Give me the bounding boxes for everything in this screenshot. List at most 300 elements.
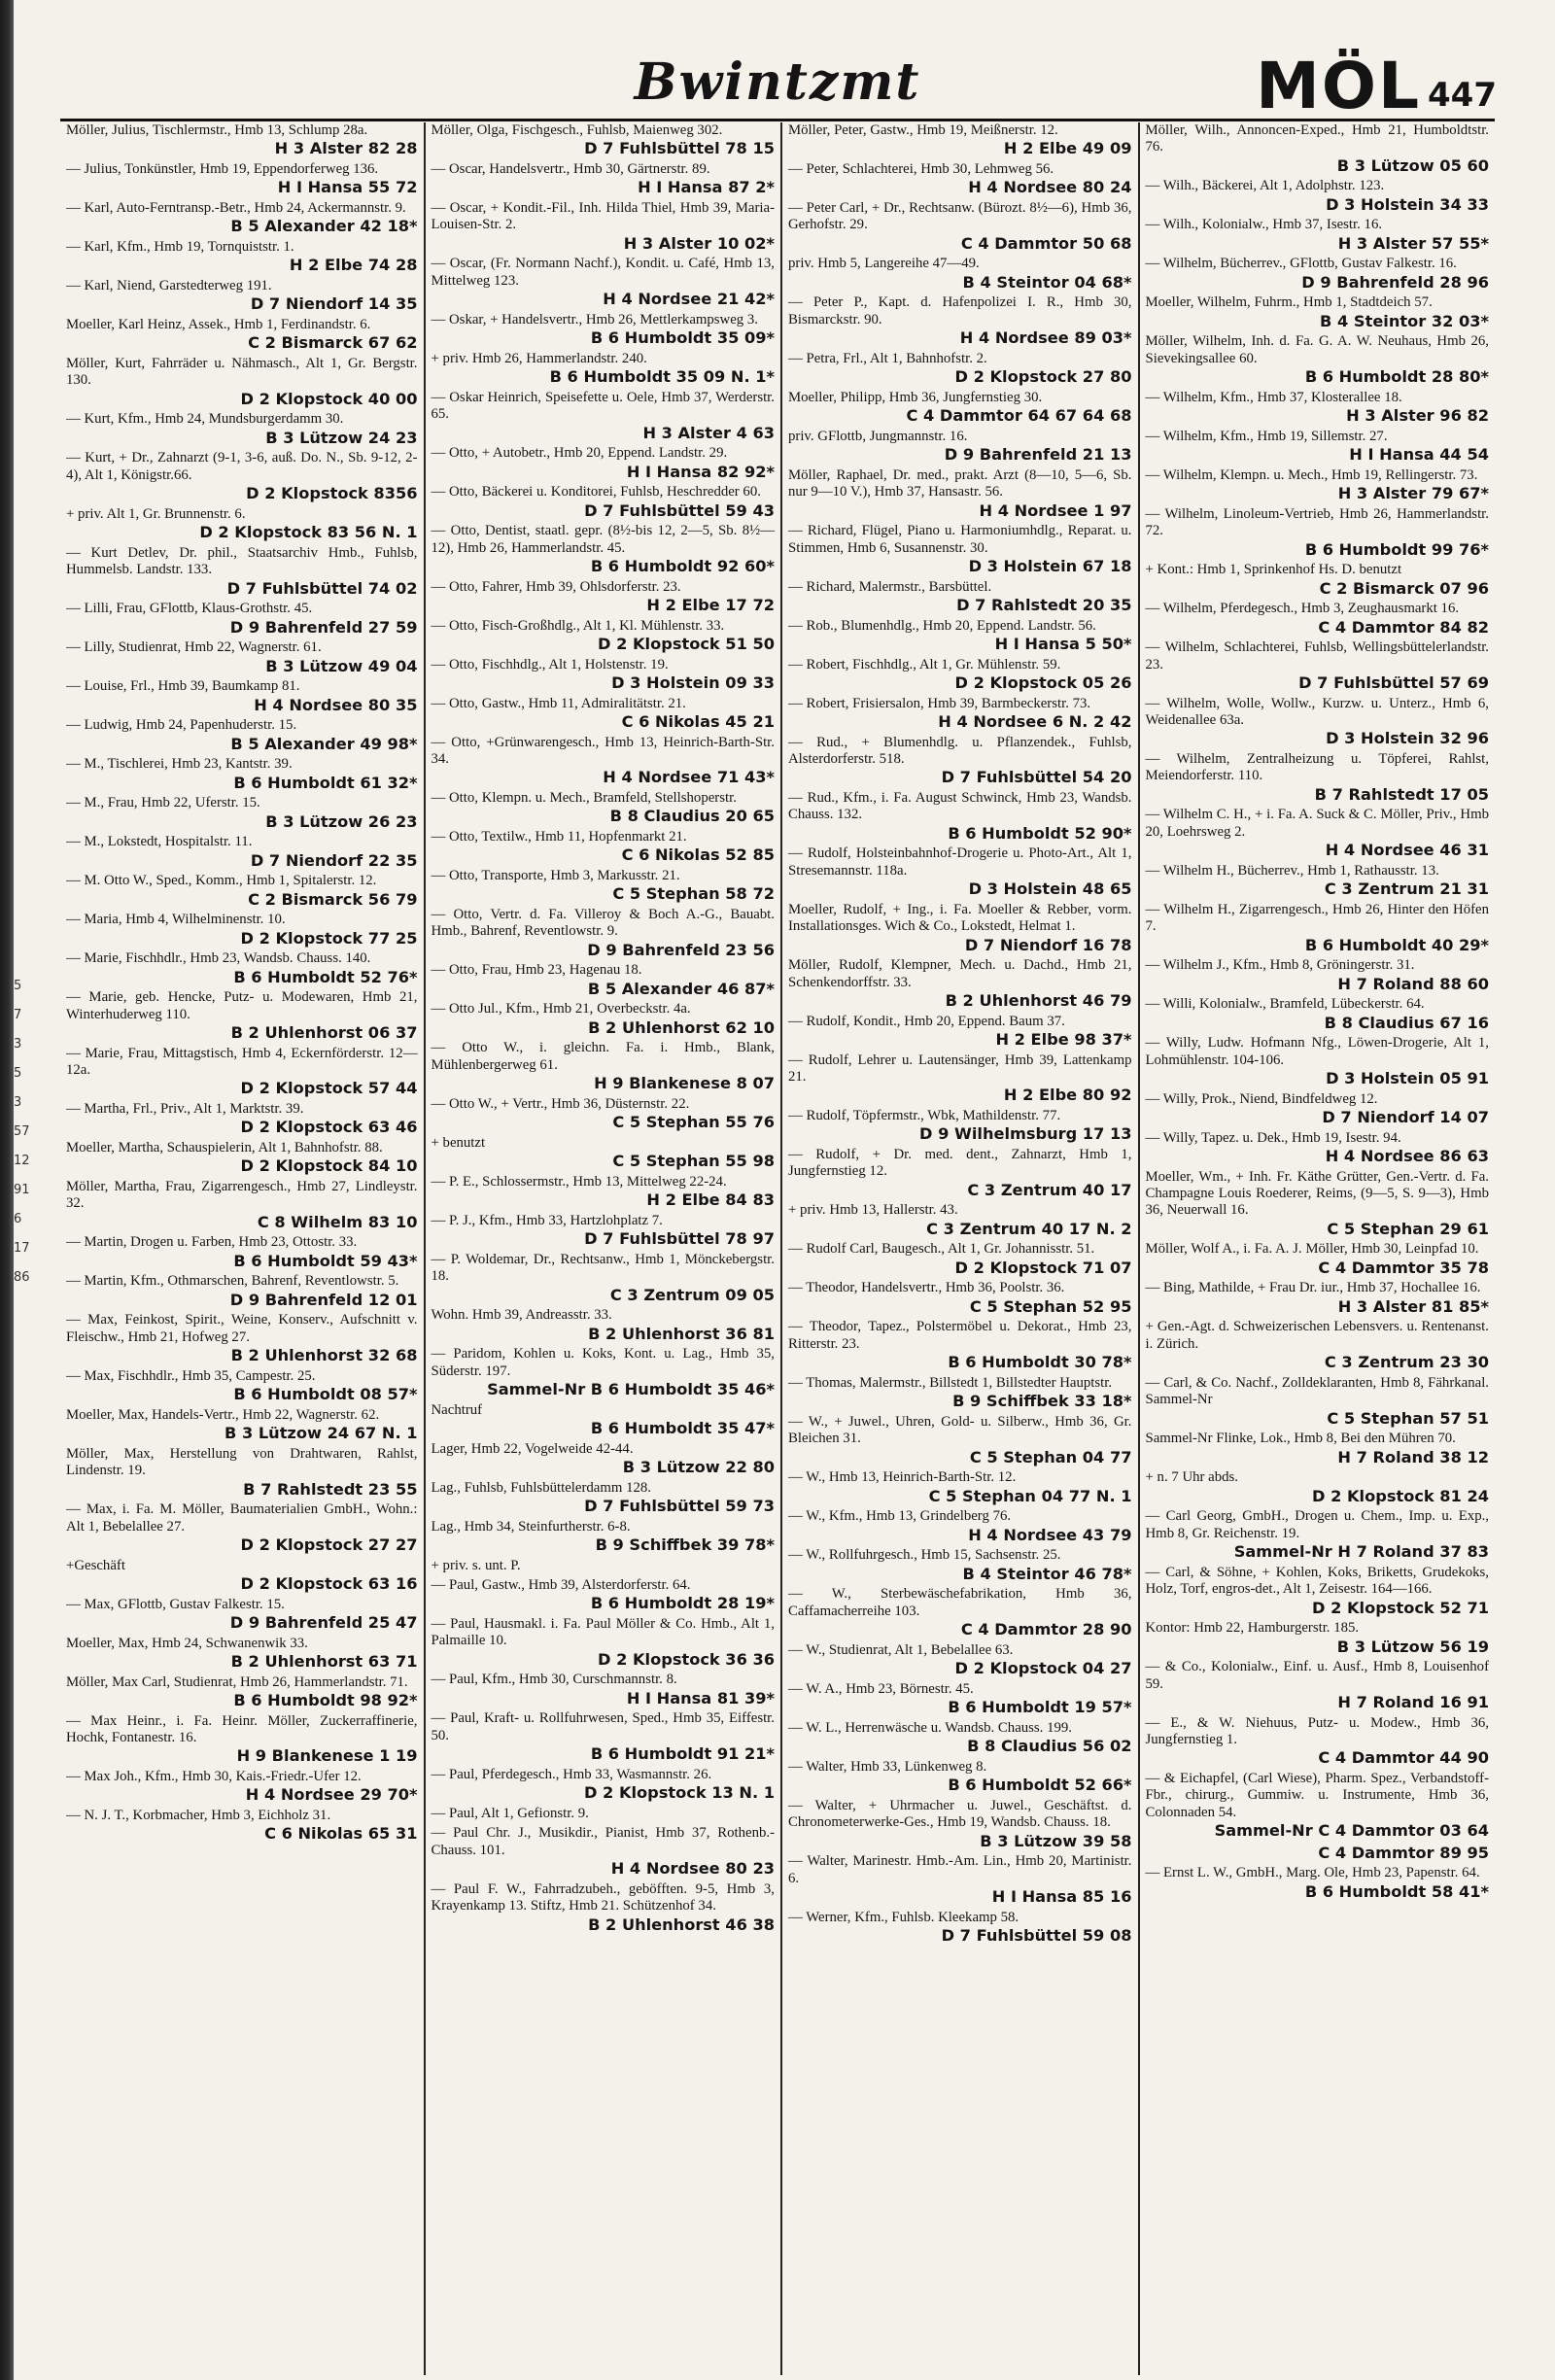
entry-text: — & Eichapfel, (Carl Wiese), Pharm. Spez., Verbandstoff-Fbr., chirurg., Gummiw. u. Instrumente, Hmb 36, Colonnaden 54. [1145, 1770, 1489, 1820]
entry-text: Möller, Max, Herstellung von Drahtwaren, Rahlst, Lindenstr. 19. [66, 1445, 418, 1479]
entry-text: Lag., Hmb 34, Steinfurtherstr. 6-8. [431, 1518, 631, 1535]
directory-entry [66, 1407, 418, 1443]
entry-text: Kontor: Hmb 22, Hamburgerstr. 185. [1145, 1620, 1360, 1637]
directory-entry [432, 1252, 776, 1304]
directory-entry [1146, 1865, 1490, 1901]
entry-text: + Kont.: Hmb 1, Sprinkenhof Hs. D. benutzt [1145, 562, 1402, 578]
entry-text: — Wilhelm, Zentralheizung u. Töpferei, Rahlst, Meiendorferstr. 110. [1145, 751, 1489, 784]
entry-text: — Rudolf, Lehrer u. Lautensänger, Hmb 39, Lattenkamp 21. [788, 1052, 1132, 1086]
directory-entry [1146, 1620, 1490, 1656]
entry-phone-number: B 6 Humboldt 52 66* [948, 1776, 1132, 1795]
entry-text: — Martha, Frl., Priv., Alt 1, Marktstr. 39. [66, 1101, 304, 1118]
entry-text: + benutzt [431, 1134, 486, 1151]
entry-text: — Lilly, Studienrat, Hmb 22, Wagnerstr. 61. [66, 639, 322, 656]
directory-entry [432, 1825, 776, 1878]
entry-text: — W., Rollfuhrgesch., Hmb 15, Sachsenstr. 25. [788, 1547, 1061, 1564]
entry-phone-number: D 2 Klopstock 40 00 [240, 389, 418, 408]
page-number: 447 [1428, 76, 1497, 115]
entry-phone-number: B 2 Uhlenhorst 32 68 [230, 1346, 418, 1365]
entry-text: — Rob., Blumenhdlg., Hmb 20, Eppend. Landstr. 56. [788, 617, 1096, 634]
entry-phone-number: D 7 Niendorf 16 78 [964, 935, 1132, 954]
directory-entry [1146, 1771, 1490, 1841]
entry-text: Möller, Rudolf, Klempner, Mech. u. Dachd., Hmb 21, Schenkendorffstr. 33. [788, 957, 1132, 990]
directory-entry [432, 1710, 776, 1763]
entry-text: — Otto, Klempn. u. Mech., Bramfeld, Stellshoperstr. [431, 790, 737, 807]
directory-entry [788, 351, 1132, 387]
entry-phone-number: D 2 Klopstock 77 25 [240, 928, 418, 948]
directory-entry [66, 1179, 418, 1231]
entry-phone-number: D 9 Bahrenfeld 27 59 [229, 617, 418, 637]
entry-phone-number: D 2 Klopstock 57 44 [240, 1079, 418, 1098]
entry-phone-number: C 4 Dammtor 84 82 [1318, 617, 1489, 637]
entry-text: — Walter, Marinestr. Hmb.-Am. Lin., Hmb 20, Martinistr. 6. [788, 1853, 1132, 1886]
entry-text: Nachtruf [431, 1401, 483, 1418]
entry-text: — Karl, Niend, Garstedterweg 191. [66, 278, 272, 293]
entry-phone-number: H 4 Nordsee 80 23 [610, 1859, 775, 1879]
directory-entry [432, 1135, 776, 1171]
directory-entry [1146, 863, 1490, 899]
entry-phone-number: B 5 Alexander 42 18* [230, 217, 418, 236]
entry-text: — Wilh., Kolonialw., Hmb 37, Isestr. 16. [1145, 217, 1383, 233]
entry-text: — M., Lokstedt, Hospitalstr. 11. [66, 834, 253, 850]
entry-text: — M. Otto W., Sped., Komm., Hmb 1, Spitalerstr. 12. [66, 873, 377, 889]
entry-text: — Bing, Mathilde, + Frau Dr. iur., Hmb 37, Hochallee 16. [1145, 1280, 1481, 1296]
directory-entry [66, 506, 418, 542]
entry-text: — Otto, Fischhdlg., Alt 1, Holstenstr. 19. [431, 656, 669, 673]
directory-entry [788, 1547, 1132, 1583]
directory-entry [1146, 1565, 1490, 1617]
entry-text: Moeller, Max, Hmb 24, Schwanenwik 33. [66, 1635, 308, 1651]
directory-entry [788, 579, 1132, 615]
directory-entry [788, 1241, 1132, 1277]
entry-phone-number: H 7 Roland 38 12 [1337, 1447, 1489, 1466]
directory-column-3 [780, 122, 1138, 2375]
directory-entry [432, 1441, 776, 1477]
directory-entry [432, 1806, 776, 1822]
directory-entry [432, 1213, 776, 1249]
directory-entry [1146, 122, 1490, 175]
entry-text: priv. GFlottb, Jungmannstr. 16. [788, 428, 968, 444]
entry-text: — M., Frau, Hmb 22, Uferstr. 15. [66, 795, 260, 811]
entry-text: — Wilh., Bäckerei, Alt 1, Adolphstr. 123. [1145, 178, 1385, 194]
entry-phone-number: B 2 Uhlenhorst 63 71 [230, 1652, 418, 1672]
header-running-title: Bwintzmt [634, 52, 921, 112]
entry-phone-number: H 2 Elbe 98 37* [995, 1030, 1132, 1050]
entry-phone-number: H 4 Nordsee 46 31 [1325, 841, 1489, 860]
entry-text: — Oscar, (Fr. Normann Nachf.), Kondit. u. Café, Hmb 13, Mittelweg 123. [431, 256, 775, 289]
directory-entry [432, 735, 776, 787]
entry-phone-number: H I Hansa 82 92* [626, 462, 775, 481]
entry-text: Möller, Raphael, Dr. med., prakt. Arzt (8—10, 5—6, Sb. nur 9—10 V.), Hmb 37, Hansastr. 56. [788, 466, 1132, 500]
directory-entry [1146, 807, 1490, 859]
entry-text: — Paul, Alt 1, Gefionstr. 9. [431, 1805, 589, 1821]
entry-text: + priv. Alt 1, Gr. Brunnenstr. 6. [66, 505, 246, 522]
entry-phone-number: H 9 Blankenese 1 19 [236, 1746, 418, 1766]
directory-entry [788, 657, 1132, 693]
entry-phone-number: H I Hansa 55 72 [277, 178, 418, 197]
directory-entry [66, 1312, 418, 1364]
entry-phone-number: B 2 Uhlenhorst 46 38 [588, 1914, 775, 1934]
directory-entry [66, 1501, 418, 1554]
entry-phone-number: D 7 Fuhlsbüttel 78 97 [584, 1229, 775, 1249]
entry-text: — Wilhelm, Kfm., Hmb 37, Klosterallee 18. [1145, 389, 1402, 405]
entry-phone-number: B 6 Humboldt 40 29* [1304, 935, 1489, 954]
directory-entry [788, 1147, 1132, 1199]
entry-text: Möller, Olga, Fischgesch., Fuhlsb, Maienweg 302. [431, 122, 723, 138]
entry-phone-number: D 2 Klopstock 13 N. 1 [583, 1783, 775, 1803]
entry-text: Möller, Max Carl, Studienrat, Hmb 26, Hammerlandstr. 71. [66, 1673, 408, 1690]
directory-entry [432, 1881, 776, 1934]
directory-entry [788, 1586, 1132, 1638]
directory-entry [788, 735, 1132, 787]
entry-text: — Rudolf, Töpfermstr., Wbk, Mathildenstr. 77. [788, 1108, 1061, 1124]
entry-text: — Marie, Fischhdlr., Hmb 23, Wandsb. Chauss. 140. [66, 950, 371, 967]
directory-entry [432, 200, 776, 253]
entry-text: — Otto W., i. gleichn. Fa. i. Hmb., Blank, Mühlenbergerweg 61. [431, 1040, 775, 1073]
entry-phone-number: B 9 Schiffbek 39 78* [595, 1535, 775, 1555]
directory-entry [432, 390, 776, 442]
directory-entry [788, 1319, 1132, 1371]
entry-phone-number: B 4 Steintor 04 68* [962, 272, 1132, 292]
entry-text: — Paul Chr. J., Musikdir., Pianist, Hmb 37, Rothenb.-Chauss. 101. [431, 1825, 775, 1858]
entry-phone-number: D 7 Fuhlsbüttel 74 02 [226, 578, 418, 598]
entry-text: — Wilhelm C. H., + i. Fa. A. Suck & C. Möller, Priv., Hmb 20, Loehrsweg 2. [1145, 807, 1489, 840]
directory-entry [66, 239, 418, 275]
directory-entry [66, 1273, 418, 1309]
directory-entry [66, 639, 418, 675]
entry-text: — Wilhelm, Schlachterei, Fuhlsb, Wellingsbüttelerlandstr. 23. [1145, 639, 1489, 673]
entry-phone-number: H 4 Nordsee 89 03* [959, 328, 1132, 348]
entry-text: Wohn. Hmb 39, Andreasstr. 33. [431, 1307, 612, 1324]
entry-phone-number: C 5 Stephan 52 95 [969, 1296, 1132, 1316]
entry-phone-number: H 4 Nordsee 21 42* [603, 290, 775, 309]
entry-text: Moeller, Rudolf, + Ing., i. Fa. Moeller & Rebber, vorm. Installationsges. Wich & Co., Lokstedt, Helmat 1. [788, 901, 1132, 935]
entry-phone-number: C 4 Dammtor 89 95 [1318, 1843, 1489, 1862]
entry-phone-number: C 3 Zentrum 09 05 [609, 1285, 775, 1304]
entry-text: — Karl, Auto-Ferntransp.-Betr., Hmb 24, Ackermannstr. 9. [66, 200, 406, 216]
directory-entry [66, 450, 418, 502]
entry-text: — P. Woldemar, Dr., Rechtsanw., Hmb 1, Mönckebergstr. 18. [431, 1251, 775, 1285]
directory-entry [432, 523, 776, 575]
entry-phone-number: H 3 Alster 81 85* [1337, 1296, 1489, 1316]
entry-text: Moeller, Max, Handels-Vertr., Hmb 22, Wagnerstr. 62. [66, 1406, 380, 1423]
entry-text: — Max, Feinkost, Spirit., Weine, Konserv., Aufschnitt v. Fleischw., Hmb 21, Hofweg 27. [66, 1312, 418, 1345]
entry-text: Möller, Wilhelm, Inh. d. Fa. G. A. W. Neuhaus, Hmb 26, Sievekingsallee 60. [1145, 333, 1489, 366]
directory-entry [432, 1307, 776, 1343]
directory-entry [1146, 1035, 1490, 1087]
entry-text: Möller, Wilh., Annoncen-Exped., Hmb 21, Humboldtstr. 76. [1145, 122, 1489, 155]
directory-entry [1146, 957, 1490, 993]
directory-entry [432, 579, 776, 615]
entry-phone-number: B 4 Steintor 32 03* [1320, 311, 1489, 330]
entry-text: — Wilhelm, Linoleum-Vertrieb, Hmb 26, Hammerlandstr. 72. [1145, 505, 1489, 539]
entry-phone-number: D 7 Fuhlsbüttel 54 20 [941, 768, 1132, 787]
directory-entry [788, 1798, 1132, 1850]
entry-phone-number: B 8 Claudius 56 02 [967, 1737, 1132, 1756]
entry-phone-number: B 3 Lützow 05 60 [1336, 155, 1489, 175]
entry-text: — W., + Juwel., Uhren, Gold- u. Silberw., Hmb 36, Gr. Bleichen 31. [788, 1413, 1132, 1447]
entry-phone-number: D 9 Wilhelmsburg 17 13 [919, 1124, 1132, 1144]
entry-text: + priv. s. unt. P. [431, 1557, 521, 1573]
directory-entry [788, 1681, 1132, 1717]
entry-phone-number: H 3 Alster 82 28 [274, 139, 418, 158]
entry-phone-number: B 3 Lützow 49 04 [265, 656, 418, 675]
directory-entry [1146, 294, 1490, 330]
entry-phone-number: B 6 Humboldt 58 41* [1304, 1881, 1489, 1901]
directory-entry [66, 411, 418, 447]
directory-entry [1146, 1431, 1490, 1466]
directory-column-2 [424, 122, 781, 2375]
directory-entry [788, 1414, 1132, 1466]
directory-column-1 [66, 122, 424, 2375]
directory-entry [66, 1636, 418, 1672]
entry-phone-number: H 2 Elbe 17 72 [646, 596, 775, 615]
entry-text: — Louise, Frl., Hmb 39, Baumkamp 81. [66, 678, 300, 695]
directory-entry [1146, 1169, 1490, 1239]
entry-phone-number: D 9 Bahrenfeld 21 13 [944, 445, 1132, 465]
directory-entry [788, 1469, 1132, 1505]
directory-entry [66, 601, 418, 637]
directory-entry [788, 256, 1132, 292]
page-binding-edge [0, 0, 14, 2380]
directory-entry [1146, 996, 1490, 1032]
entry-text: — Otto, Transporte, Hmb 3, Markusstr. 21. [431, 868, 680, 884]
directory-entry [788, 618, 1132, 654]
entry-phone-number: D 7 Fuhlsbüttel 57 69 [1298, 673, 1489, 693]
directory-entry [432, 962, 776, 998]
entry-phone-number: D 3 Holstein 34 33 [1326, 194, 1489, 214]
directory-entry [66, 200, 418, 236]
directory-entry [66, 1046, 418, 1098]
directory-entry [66, 678, 418, 714]
entry-phone-number: C 6 Nikolas 52 85 [621, 845, 775, 865]
directory-entry [432, 1346, 776, 1398]
entry-phone-number: C 5 Stephan 04 77 [969, 1447, 1132, 1466]
directory-entry [1146, 1319, 1490, 1371]
directory-entry [788, 696, 1132, 732]
directory-entry [432, 312, 776, 348]
entry-text: Möller, Martha, Frau, Zigarrengesch., Hmb 27, Lindleystr. 32. [66, 1179, 418, 1212]
entry-text: Moeller, Wilhelm, Fuhrm., Hmb 1, Stadtdeich 57. [1145, 294, 1433, 311]
entry-phone-number: D 2 Klopstock 84 10 [240, 1156, 418, 1176]
entry-text: — Carl, & Co. Nachf., Zolldeklaranten, Hmb 8, Fährkanal. Sammel-Nr [1145, 1374, 1489, 1408]
entry-phone-number: C 3 Zentrum 23 30 [1324, 1353, 1489, 1372]
entry-phone-number: B 6 Humboldt 98 92* [233, 1691, 418, 1710]
entry-phone-number: B 6 Humboldt 35 47* [590, 1419, 775, 1438]
directory-entry [66, 317, 418, 353]
entry-text: — Marie, Frau, Mittagstisch, Hmb 4, Eckernförderstr. 12—12a. [66, 1045, 418, 1079]
entry-text: Möller, Kurt, Fahrräder u. Nähmasch., Alt 1, Gr. Bergstr. 130. [66, 356, 418, 389]
entry-text: — Paul, Kraft- u. Rollfuhrwesen, Sped., Hmb 35, Eiffestr. 50. [431, 1710, 775, 1743]
entry-text: — Oskar Heinrich, Speisefette u. Oele, Hmb 37, Werderstr. 65. [431, 389, 775, 423]
entry-phone-number: H 7 Roland 16 91 [1337, 1692, 1489, 1711]
margin-strip [14, 972, 52, 1293]
entry-phone-number: C 4 Dammtor 50 68 [960, 233, 1132, 253]
directory-entry [1146, 390, 1490, 426]
entry-phone-number: D 2 Klopstock 8356 [246, 484, 418, 503]
entry-phone-number: D 2 Klopstock 04 27 [954, 1659, 1132, 1678]
directory-entry [432, 1672, 776, 1707]
entry-text: Moeller, Wm., + Inh. Fr. Käthe Grütter, Gen.-Vertr. d. Fa. Champagne Louis Roederer, Reims, (9—5, S. 9—3), Hmb 36, Neuerwall 16. [1145, 1168, 1489, 1219]
entry-text: — Otto, Frau, Hmb 23, Hagenau 18. [431, 962, 642, 979]
entry-text: — Carl Georg, GmbH., Drogen u. Chem., Imp. u. Exp., Hmb 8, Gr. Reichenstr. 19. [1145, 1508, 1489, 1541]
directory-entry [788, 1853, 1132, 1906]
directory-entry [788, 790, 1132, 843]
entry-text: — Otto, Vertr. d. Fa. Villeroy & Boch A.-G., Bauabt. Hmb., Bahrenf, Reventlowstr. 9. [431, 907, 775, 940]
entry-phone-number: C 3 Zentrum 21 31 [1324, 880, 1489, 899]
entry-text: — Otto, Gastw., Hmb 11, Admiralitätstr. 21. [431, 695, 686, 711]
entry-text: — Rudolf Carl, Baugesch., Alt 1, Gr. Johannisstr. 51. [788, 1241, 1095, 1258]
directory-entry [788, 1375, 1132, 1411]
margin-mark: 5 [14, 1066, 22, 1081]
entry-text: — Peter Carl, + Dr., Rechtsanw. (Bürozt. 8½—6), Hmb 36, Gerhofstr. 29. [788, 200, 1132, 233]
entry-text: — Thomas, Malermstr., Billstedt 1, Billstedter Hauptstr. [788, 1374, 1113, 1391]
entry-text: Sammel-Nr Flinke, Lok., Hmb 8, Bei den Mühren 70. [1145, 1431, 1456, 1447]
directory-entry [788, 1202, 1132, 1238]
entry-text: — Robert, Fischhdlg., Alt 1, Gr. Mühlenstr. 59. [788, 656, 1061, 673]
entry-phone-number: D 2 Klopstock 63 16 [240, 1574, 418, 1594]
directory-entry [432, 1577, 776, 1613]
entry-text: — N. J. T., Korbmacher, Hmb 3, Eichholz 31. [66, 1808, 331, 1824]
entry-phone-number: H 2 Elbe 49 09 [1003, 139, 1132, 158]
entry-text: — W., Hmb 13, Heinrich-Barth-Str. 12. [788, 1469, 1017, 1486]
entry-text: — Willy, Ludw. Hofmann Nfg., Löwen-Drogerie, Alt 1, Lohmühlenstr. 104-106. [1145, 1035, 1489, 1068]
entry-phone-number: H 4 Nordsee 71 43* [603, 768, 775, 787]
directory-entry [1146, 467, 1490, 503]
entry-text: — Julius, Tonkünstler, Hmb 19, Eppendorferweg 136. [66, 161, 379, 177]
entry-phone-number: C 8 Wilhelm 83 10 [257, 1212, 418, 1231]
directory-entry [1146, 601, 1490, 637]
entry-text: — Maria, Hmb 4, Wilhelminenstr. 10. [66, 912, 286, 928]
entry-phone-number: C 4 Dammtor 44 90 [1318, 1748, 1489, 1768]
entry-text: — Wilhelm, Wolle, Wollw., Kurzw. u. Unterz., Hmb 6, Weidenallee 63a. [1145, 695, 1489, 729]
directory-entry [432, 907, 776, 959]
entry-phone-number: C 5 Stephan 29 61 [1327, 1219, 1489, 1238]
entry-phone-number: D 7 Niendorf 14 07 [1322, 1108, 1489, 1127]
entry-phone-number: H 3 Alster 4 63 [642, 423, 775, 442]
entry-phone-number: B 3 Lützow 26 23 [265, 811, 418, 831]
entry-phone-number: D 3 Holstein 05 91 [1326, 1069, 1489, 1088]
entry-text: Moeller, Philipp, Hmb 36, Jungfernstieg 30. [788, 389, 1043, 405]
entry-text: Möller, Julius, Tischlermstr., Hmb 13, Schlump 28a. [66, 122, 368, 138]
entry-phone-number: B 6 Humboldt 28 19* [590, 1594, 775, 1613]
directory-entry [1146, 639, 1490, 692]
entry-phone-number: H 4 Nordsee 1 97 [979, 500, 1132, 520]
entry-text: — Rudolf, Kondit., Hmb 20, Eppend. Baum 37. [788, 1013, 1065, 1029]
entry-text: Möller, Wolf A., i. Fa. A. J. Möller, Hmb 30, Leinpfad 10. [1145, 1241, 1479, 1258]
margin-mark: 6 [14, 1212, 22, 1226]
entry-phone-number: Sammel-Nr C 4 Dammtor 03 64 [1214, 1821, 1489, 1841]
directory-entry [66, 122, 418, 158]
entry-text: — Wilhelm, Kfm., Hmb 19, Sillemstr. 27. [1145, 428, 1388, 444]
entry-phone-number: C 2 Bismarck 07 96 [1319, 578, 1489, 598]
entry-text: +Geschäft [66, 1557, 125, 1573]
directory-entry [66, 1446, 418, 1499]
entry-text: — P. E., Schlossermstr., Hmb 13, Mittelweg 22-24. [431, 1173, 727, 1190]
entry-phone-number: D 7 Rahlstedt 20 35 [956, 596, 1132, 615]
entry-text: — Willi, Kolonialw., Bramfeld, Lübeckerstr. 64. [1145, 996, 1425, 1013]
entry-text: — P. J., Kfm., Hmb 33, Hartzlohplatz 7. [431, 1212, 663, 1228]
directory-entry [66, 1808, 418, 1844]
entry-text: — M., Tischlerei, Hmb 23, Kantstr. 39. [66, 756, 293, 773]
entry-phone-number: C 6 Nikolas 45 21 [621, 712, 775, 732]
directory-entry [1146, 178, 1490, 214]
directory-column-4 [1138, 122, 1496, 2375]
entry-text: — Oscar, Handelsvertr., Hmb 30, Gärtnerstr. 89. [431, 161, 710, 177]
directory-entry [1146, 1280, 1490, 1316]
directory-entry [66, 356, 418, 408]
entry-phone-number: D 3 Holstein 32 96 [1326, 729, 1489, 748]
entry-text: — Theodor, Tapez., Polstermöbel u. Dekorat., Hmb 23, Ritterstr. 23. [788, 1319, 1132, 1352]
directory-entry [66, 717, 418, 753]
entry-text: + Gen.-Agt. d. Schweizerischen Lebensvers. u. Rentenanst. i. Zürich. [1145, 1319, 1489, 1352]
entry-phone-number: B 2 Uhlenhorst 62 10 [588, 1018, 775, 1037]
entry-phone-number: D 2 Klopstock 71 07 [954, 1258, 1132, 1277]
directory-entry [432, 696, 776, 732]
entry-text: — Richard, Flügel, Piano u. Harmoniumhdlg., Reparat. u. Stimmen, Hmb 6, Susannenstr. 30. [788, 523, 1132, 556]
directory-entry [66, 873, 418, 909]
entry-phone-number: C 4 Dammtor 35 78 [1318, 1258, 1489, 1277]
directory-entry [66, 834, 418, 870]
entry-phone-number: C 2 Bismarck 56 79 [248, 889, 418, 909]
entry-phone-number: D 7 Fuhlsbüttel 59 08 [941, 1925, 1132, 1945]
entry-phone-number: D 2 Klopstock 27 80 [954, 367, 1132, 387]
entry-phone-number: D 2 Klopstock 05 26 [954, 673, 1132, 693]
entry-phone-number: D 2 Klopstock 63 46 [240, 1118, 418, 1137]
entry-phone-number: H I Hansa 5 50* [994, 635, 1132, 654]
directory-entry [432, 618, 776, 654]
entry-phone-number: D 7 Niendorf 14 35 [250, 294, 418, 314]
directory-entry [788, 1720, 1132, 1756]
entry-phone-number: H 3 Alster 96 82 [1346, 406, 1489, 426]
directory-entry [788, 294, 1132, 347]
entry-phone-number: H 3 Alster 57 55* [1337, 233, 1489, 253]
directory-columns [66, 122, 1495, 2375]
entry-text: — Marie, geb. Hencke, Putz- u. Modewaren, Hmb 21, Winterhuderweg 110. [66, 989, 418, 1022]
entry-phone-number: C 3 Zentrum 40 17 N. 2 [926, 1219, 1132, 1238]
directory-entry [788, 1508, 1132, 1544]
entry-text: — Paul, Kfm., Hmb 30, Curschmannstr. 8. [431, 1672, 677, 1688]
entry-text: — Werner, Kfm., Fuhlsb. Kleekamp 58. [788, 1909, 1019, 1925]
directory-entry [66, 545, 418, 598]
directory-entry [788, 122, 1132, 158]
directory-entry [66, 1234, 418, 1270]
entry-phone-number: H 2 Elbe 80 92 [1003, 1086, 1132, 1105]
entry-phone-number: B 5 Alexander 49 98* [230, 734, 418, 753]
directory-entry [66, 278, 418, 314]
directory-entry [432, 1096, 776, 1132]
entry-phone-number: H I Hansa 44 54 [1349, 445, 1489, 465]
entry-phone-number: B 3 Lützow 24 67 N. 1 [224, 1424, 418, 1443]
entry-phone-number: D 2 Klopstock 36 36 [598, 1649, 775, 1669]
entry-text: — Otto, +Grünwarengesch., Hmb 13, Heinrich-Barth-Str. 34. [431, 734, 775, 768]
directory-entry [66, 950, 418, 986]
directory-entry [66, 989, 418, 1042]
directory-entry [788, 1014, 1132, 1050]
entry-text: — Oskar, + Handelsvertr., Hmb 26, Mettlerkampsweg 3. [431, 311, 759, 328]
directory-entry [432, 1174, 776, 1210]
entry-phone-number: B 3 Lützow 39 58 [980, 1831, 1132, 1850]
entry-text: — Paridom, Kohlen u. Koks, Kont. u. Lag., Hmb 35, Süderstr. 197. [431, 1346, 775, 1379]
entry-phone-number: C 5 Stephan 58 72 [612, 884, 775, 904]
entry-text: — Robert, Frisiersalon, Hmb 39, Barmbeckerstr. 73. [788, 695, 1091, 711]
directory-entry [432, 829, 776, 865]
directory-entry [432, 1558, 776, 1574]
entry-phone-number: H I Hansa 85 16 [991, 1886, 1132, 1906]
directory-entry [432, 1040, 776, 1092]
margin-mark: 57 [14, 1124, 30, 1139]
entry-text: — Carl, & Söhne, + Kohlen, Koks, Briketts, Grudekoks, Holz, Torf, engros-det., Alt 1, Zeisestr. 164—166. [1145, 1564, 1489, 1598]
